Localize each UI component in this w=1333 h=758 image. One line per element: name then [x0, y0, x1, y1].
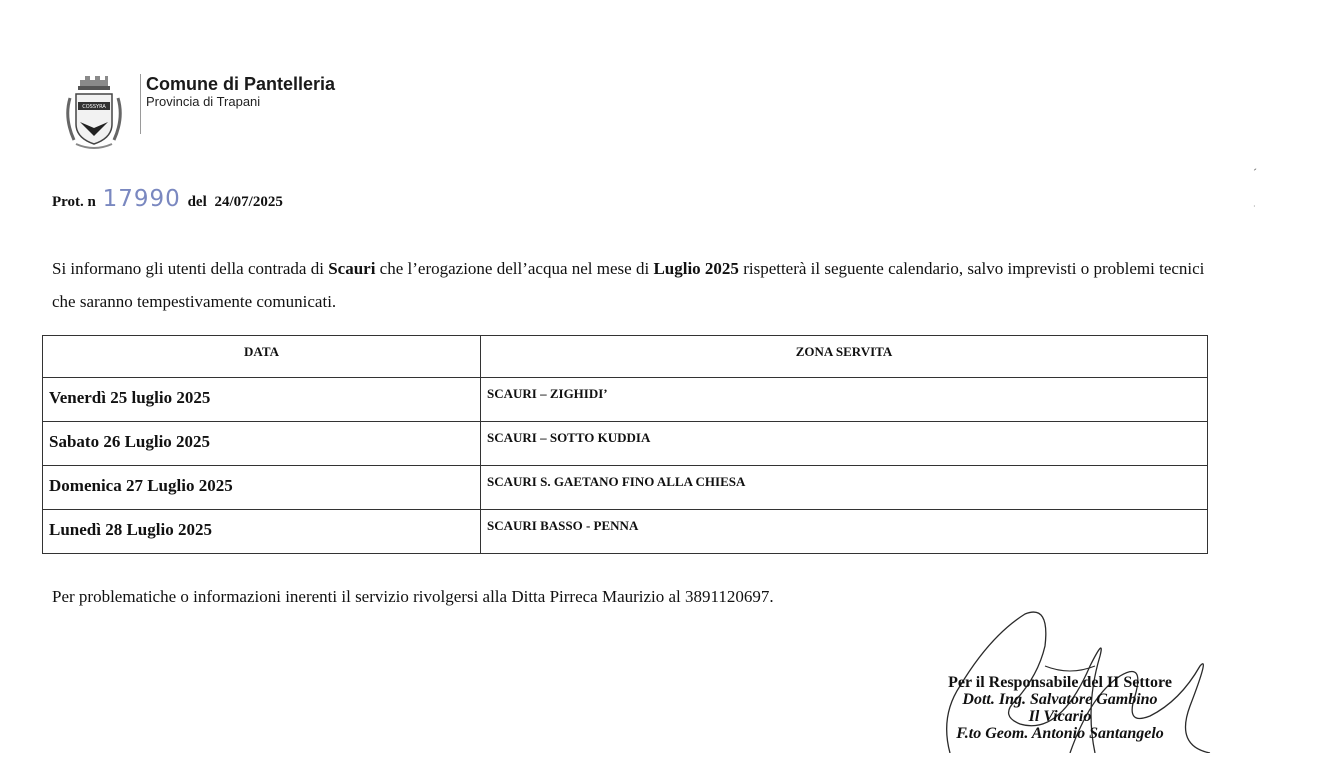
row-zone: SCAURI – SOTTO KUDDIA	[481, 422, 1208, 466]
table-row	[43, 378, 1208, 422]
signature-vicario: Il Vicario	[1028, 708, 1092, 725]
table-header-row	[43, 336, 1208, 378]
column-header-zone: ZONA SERVITA	[481, 336, 1208, 378]
row-date: Domenica 27 Luglio 2025	[43, 466, 481, 510]
svg-text:COSSYRA: COSSYRA	[82, 104, 106, 110]
table-row	[43, 466, 1208, 510]
signature-title: Per il Responsabile del II Settore	[948, 674, 1172, 691]
intro-text-2: che l’erogazione dell’acqua nel mese di	[375, 259, 654, 278]
intro-text-1: Si informano gli utenti della contrada di	[52, 259, 329, 278]
row-date: Lunedì 28 Luglio 2025	[43, 510, 481, 554]
protocol-number: 17990	[102, 186, 181, 212]
row-zone: SCAURI S. GAETANO FINO ALLA CHIESA	[481, 466, 1208, 510]
intro-text-3: rispetterà il seguente calendario, salvo imprevisti o problemi tecnici che saranno tempestivamente comunicati.	[52, 259, 1205, 311]
signature-fto: F.to Geom. Antonio Santangelo	[956, 725, 1164, 742]
column-header-date: DATA	[43, 336, 481, 378]
protocol-prefix: Prot. n	[52, 194, 96, 210]
intro-contrada: Scauri	[328, 259, 376, 278]
org-name: Comune di Pantelleria	[146, 74, 336, 94]
signature-block	[900, 674, 1220, 742]
intro-month: Luglio 2025	[653, 259, 739, 278]
row-zone: SCAURI – ZIGHIDI’	[481, 378, 1208, 422]
org-header	[140, 74, 335, 134]
row-date: Sabato 26 Luglio 2025	[43, 422, 481, 466]
signature-name: Dott. Ing. Salvatore Gambino	[962, 691, 1158, 708]
protocol-line	[52, 186, 283, 212]
protocol-date: 24/07/2025	[214, 194, 283, 210]
row-date: Venerdì 25 luglio 2025	[43, 378, 481, 422]
table-row	[43, 510, 1208, 554]
scan-speck: ˊ	[1253, 166, 1257, 180]
org-province: Provincia di Trapani	[146, 94, 261, 109]
row-zone: SCAURI BASSO - PENNA	[481, 510, 1208, 554]
contact-note: Per problematiche o informazioni inerenti il servizio rivolgersi alla Ditta Pirreca Maurizio al 3891120697.	[52, 587, 774, 606]
table-row	[43, 422, 1208, 466]
intro-paragraph	[52, 252, 1212, 318]
scan-speck: ·	[1253, 202, 1256, 211]
municipal-crest-logo	[60, 72, 132, 152]
protocol-date-label: del	[187, 194, 207, 210]
schedule-table	[42, 335, 1208, 554]
